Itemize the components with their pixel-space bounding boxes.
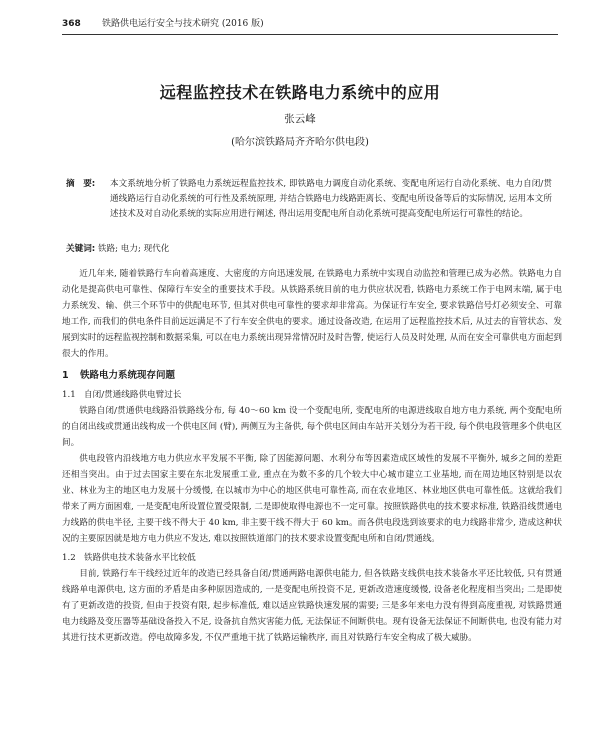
keywords-text: 铁路; 电力; 现代化 (97, 244, 170, 254)
header-rule (62, 34, 558, 35)
subsection-heading-1-1 (62, 387, 562, 403)
subsection-number: 1.1 (62, 390, 76, 400)
affiliation: (哈尔滨铁路局齐齐哈尔供电段) (231, 137, 369, 148)
paper-title: 远程监控技术在铁路电力系统中的应用 (159, 83, 441, 102)
paragraph-1-1-a: 铁路自闭/贯通供电线路沿铁路线分布, 每 40～60 km 设一个变配电所, 变配电所的电源进线取自地方电力系统, 两个变配电所的自闭出线或贯通出线构成一个供电区间 (臂), 两侧互为主备供, 每个供电区间由车站开关划分为若干段, 每个供电段管理多个供电区间。 (62, 406, 562, 448)
main-text (62, 266, 562, 646)
abstract-text: 本文系统地分析了铁路电力系统远程监控技术, 即铁路电力调度自动化系统、变配电所运行自动化系统、电力自闭/贯通线路运行自动化系统的可行性及系统原理, 并结合铁路电力线路距离长、变配电所设备等后的实际情况, 运用本文所述技术及对自动化系统的实际应用进行阐述, 得出运用变配电所自动化系统可提高变配电所运行可靠性的结论。 (110, 179, 552, 219)
author-name: 张云峰 (284, 113, 316, 125)
keywords-label: 关键词: (66, 244, 96, 254)
section-title: 铁路电力系统现存问题 (80, 370, 176, 381)
abstract (66, 177, 552, 222)
subsection-number: 1.2 (62, 553, 76, 563)
running-head (62, 18, 558, 31)
subsection-title: 自闭/贯通线路供电臂过长 (84, 390, 182, 400)
paragraph-1-2: 目前, 铁路行车干线经过近年的改造已经具备自闭/贯通两路电源供电能力, 但各铁路支线供电技术装备水平还比较低, 只有贯通线路单电源供电, 这方面的矛盾是由多种原因造成的, 一是变配电所投资不足, 更新改造速度缓慢, 设备老化程度相当突出; 二是即使有了更新改造的投资, 但由于投资有限, 起步标准低, 难以适应铁路快速发展的需要; 三是多年来电力没有得到高度重视, 对铁路贯通电力线路及变压器等基础设备投入不足, 设备抗自然灾害能力低, 无法保证不间断供电。现有设备无法保证不间断供电, 也没有能力对其进行技术更新改造。停电故障多发, 不仅严重地干扰了铁路运输秩序, 而且对铁路行车安全构成了极大威胁。 (62, 569, 562, 643)
paragraph-1-1-b: 供电段管内沿线地方电力供应水平发展不平衡, 除了因能源问题、水利分布等因素造成区域性的发展不平衡外, 城乡之间的差距还相当突出。由于过去国家主要在东北发展重工业, 重点在为数不多的几个较大中心城市建立工业基地, 而在周边地区特别是以农业、林业为主的地区电力发展十分缓慢, 在以城市为中心的地区供电可靠性高, 而在农业地区、林业地区供电可靠性低。这就给我们带来了两方面困难, 一是变配电所设置位置受限制, 二是即使取得电源也不一定可靠。按照铁路供电的技术要求标准, 铁路沿线贯通电力线路的供电半径, 主要干线不得大于 40 km, 非主要干线不得大于 60 km。而各供电段选到该要求的电力线路非常少, 造成这种状况的主要原因就是地方电力供应不发达, 难以按照铁道部门的技术要求设置变配电所和自闭/贯通线。 (62, 454, 562, 544)
abstract-label: 摘 要: (66, 179, 96, 189)
page-number: 368 (62, 19, 81, 29)
keywords (66, 242, 552, 256)
section-number: 1 (62, 370, 69, 381)
subsection-title: 铁路供电技术装备水平比较低 (84, 553, 196, 563)
subsection-heading-1-2 (62, 550, 562, 566)
intro-paragraph: 近几年来, 随着铁路行车向着高速度、大密度的方向迅速发展, 在铁路电力系统中实现自动监控和管理已成为必然。铁路电力自动化是提高供电可靠性、保障行车安全的重要技术手段。从铁路系统目前的电力供应状况看, 铁路电力系统工作于电网末端, 属于电力系统发、输、供三个环节中的供配电环节, 但其对供电可靠性的要求却非常高。为保证行车安全, 要求铁路信号灯必须安全、可靠地工作, 而我们的供电条件目前远远满足不了行车安全供电的要求。通过设备改造, 在运用了远程监控技术后, 从过去的盲管状态、发展到实时的远程监视控制和数据采集, 可以在电力系统出现异常情况时及时告警, 使运行人员及时处理, 从而在安全可靠供电方面起到很大的作用。 (62, 269, 562, 359)
journal-title: 铁路供电运行安全与技术研究 (2016 版) (102, 19, 264, 29)
section-heading-1 (62, 368, 562, 384)
